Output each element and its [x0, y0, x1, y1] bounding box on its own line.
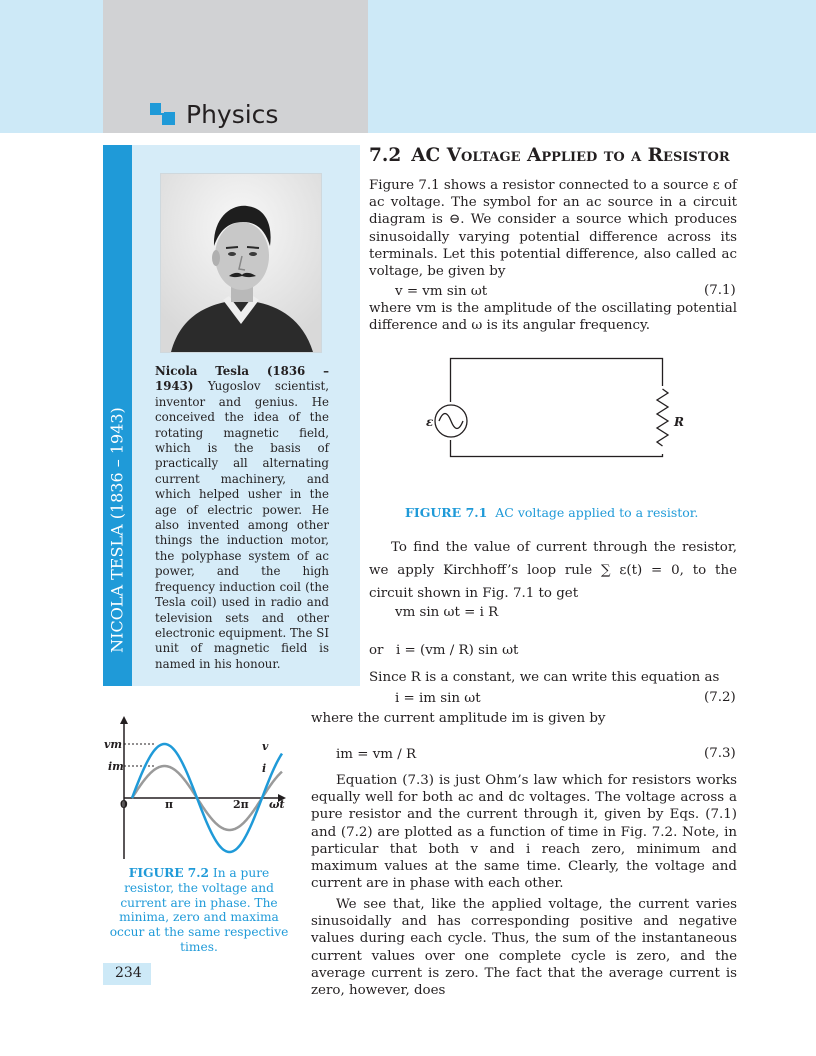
figure-7-1-text: AC voltage applied to a resistor. [495, 505, 699, 520]
curve-label-v: v [262, 740, 269, 753]
tick-2pi: 2π [233, 798, 249, 811]
tick-origin: 0 [120, 798, 128, 811]
source-label: ε [426, 415, 434, 429]
equation-a: vm sin ωt = i R [395, 605, 499, 620]
paragraph-7: We see that, like the applied voltage, the current varies sinusoidally and has corresponding positive and negative values during each cycle. Thus, the sum of the instantaneous current values over one complete cycle is zero, and the average current is zero. The fact that the average current is zero, however, does [311, 897, 737, 999]
paragraph-3: To find the value of current through the resistor, we apply Kirchhoff’s loop rule ∑ ε(t) = 0, to the circuit shown in Fig. 7.1 to get [369, 540, 737, 601]
paragraph-6: Equation (7.3) is just Ohm’s law which for resistors works equally well for both ac and dc voltages. The voltage across a pure resistor and the current through it, given by Eqs. (7.1) and (7.2) are plotted as a function of time in Fig. 7.2. Note, in particular that both v and i reach zero, minimum and maximum values at the same time. Clearly, the voltage and current are in phase with each other. [311, 773, 737, 892]
figure-7-2-graph [102, 714, 292, 862]
figure-7-1-label: FIGURE 7.1 [405, 505, 488, 520]
tesla-portrait [160, 173, 322, 353]
biography-body: Yugoslov scientist, inventor and genius. He conceived the idea of the rotating magnetic field, which is the basis of practically all alternating current machinery, and which helped usher in the age of electric power. He also invented among other things the induction motor, the polyphase system of ac power, and the high frequency induction coil (the Tesla coil) used in radio and television sets and other electronic equipment. The SI unit of magnetic field is named in his honour. [155, 379, 329, 671]
curve-label-i: i [262, 762, 267, 775]
paragraph-1: Figure 7.1 shows a resistor connected to a source ε of ac voltage. The symbol for an ac source in a circuit diagram is ⊖. We consider a source which produces sinusoidally varying potential difference across its terminals. Let this potential difference, also called ac voltage, be given by [369, 178, 737, 280]
section-heading [369, 145, 730, 166]
figure-7-2-label: FIGURE 7.2 [128, 866, 209, 880]
section-number: 7.2 [369, 145, 402, 166]
biography-name: Nicola Tesla (1836 – 1943) [155, 364, 329, 394]
paragraph-4: Since R is a constant, we can write this equation as [369, 670, 720, 685]
resistor-label: R [674, 415, 684, 429]
equation-7-2: i = im sin ωt [395, 691, 481, 706]
tick-im: im [108, 760, 124, 773]
figure-7-1-caption [405, 505, 698, 520]
tick-pi: π [165, 798, 174, 811]
paragraph-2: where vm is the amplitude of the oscillating potential difference and ω is its angular frequency. [369, 301, 737, 334]
tick-vm: vm [104, 738, 123, 751]
subject-title: Physics [186, 100, 279, 129]
equation-7-3-number: (7.3) [704, 746, 736, 761]
page-number: 234 [115, 965, 142, 981]
figure-7-2-text: In a pure resistor, the voltage and current are in phase. The minima, zero and maxima occur at the same respective times. [109, 866, 289, 954]
equation-7-1-number: (7.1) [704, 283, 736, 298]
equation-7-3: im = vm / R [336, 747, 417, 762]
subject-marker-gap [161, 103, 164, 113]
subject-marker-icon-2 [162, 112, 175, 125]
paragraph-5: where the current amplitude im is given by [311, 711, 606, 726]
biography-text [155, 364, 329, 672]
figure-7-1-circuit [420, 356, 684, 461]
biography-vertical-label: NICOLA TESLA (1836 – 1943) [107, 407, 127, 653]
equation-b-prefix: or [369, 643, 384, 658]
axis-label-x: ωt [269, 798, 285, 811]
section-title: AC Voltage Applied to a Resistor [411, 145, 730, 166]
figure-7-2-caption [106, 866, 292, 955]
equation-b: i = (vm / R) sin ωt [396, 643, 519, 658]
equation-7-1: v = vm sin ωt [395, 284, 488, 299]
equation-7-2-number: (7.2) [704, 690, 736, 705]
